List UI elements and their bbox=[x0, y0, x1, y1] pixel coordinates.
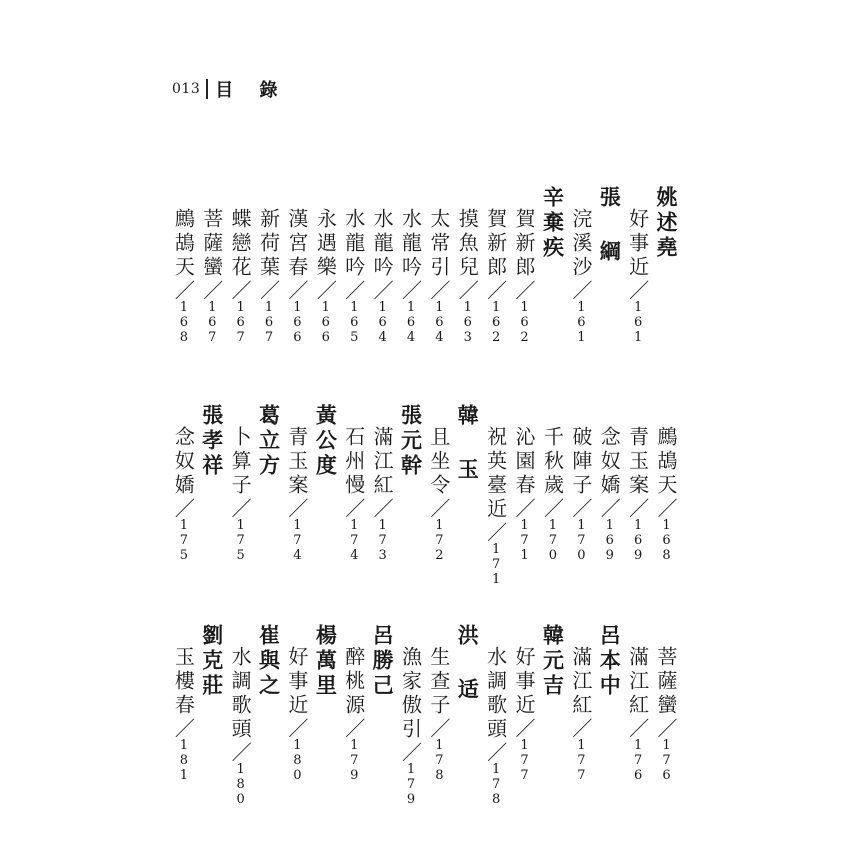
poem-title: 千秋歲 bbox=[540, 426, 565, 498]
toc-block-1 bbox=[168, 186, 680, 345]
poem-title: 太常引 bbox=[426, 208, 451, 280]
page-ref: 177 bbox=[517, 738, 533, 783]
page-ref: 175 bbox=[176, 518, 192, 563]
toc-entry bbox=[623, 404, 651, 587]
toc-entry bbox=[538, 404, 566, 587]
separator: ／ bbox=[370, 280, 395, 300]
separator: ／ bbox=[540, 498, 565, 518]
toc-entry bbox=[595, 404, 623, 587]
author-name: 姚述堯 bbox=[654, 186, 679, 261]
poem-title: 水龍吟 bbox=[341, 208, 366, 280]
poem-title: 破陣子 bbox=[568, 426, 593, 498]
author-name: 張 綱 bbox=[597, 186, 623, 265]
toc-entry bbox=[283, 404, 311, 587]
page-ref: 167 bbox=[233, 300, 249, 345]
separator: ／ bbox=[228, 742, 253, 762]
toc-entry bbox=[510, 186, 538, 345]
page-ref: 171 bbox=[488, 542, 504, 587]
author-name: 劉克莊 bbox=[199, 624, 225, 699]
author-name: 楊萬里 bbox=[313, 624, 339, 699]
toc-author bbox=[311, 624, 339, 807]
page-ref: 180 bbox=[289, 738, 305, 783]
poem-title: 卜算子 bbox=[228, 426, 253, 498]
poem-title: 蝶戀花 bbox=[228, 208, 253, 280]
toc-entry bbox=[481, 404, 509, 587]
author-name: 黃公度 bbox=[313, 404, 339, 479]
author-name: 洪 适 bbox=[455, 624, 481, 703]
toc-entry bbox=[510, 404, 538, 587]
toc-entry bbox=[652, 404, 680, 587]
separator: ／ bbox=[654, 498, 678, 518]
poem-title: 菩薩蠻 bbox=[199, 208, 224, 280]
toc-author bbox=[254, 404, 282, 587]
toc-entry bbox=[339, 186, 367, 345]
toc-entry bbox=[481, 186, 509, 345]
separator: ／ bbox=[625, 718, 650, 738]
page-ref: 168 bbox=[176, 300, 192, 345]
toc-entry bbox=[453, 186, 481, 345]
page-ref: 164 bbox=[375, 300, 391, 345]
separator: ／ bbox=[654, 718, 678, 738]
page-ref: 165 bbox=[346, 300, 362, 345]
separator: ／ bbox=[341, 498, 366, 518]
header-divider bbox=[206, 79, 208, 99]
page-ref: 167 bbox=[204, 300, 220, 345]
separator: ／ bbox=[398, 742, 423, 762]
page-ref: 164 bbox=[403, 300, 419, 345]
toc-entry bbox=[169, 624, 197, 807]
toc-entry bbox=[396, 624, 424, 807]
toc-author bbox=[538, 624, 566, 807]
toc-entry bbox=[368, 404, 396, 587]
poem-title: 浣溪沙 bbox=[568, 208, 593, 280]
separator: ／ bbox=[625, 498, 650, 518]
separator: ／ bbox=[370, 498, 395, 518]
author-name: 韓元吉 bbox=[540, 624, 566, 699]
author-name: 辛棄疾 bbox=[540, 186, 566, 261]
page-ref: 179 bbox=[346, 738, 362, 783]
page-ref: 174 bbox=[346, 518, 362, 563]
poem-title: 水調歌頭 bbox=[483, 646, 508, 742]
separator: ／ bbox=[625, 280, 650, 300]
poem-title: 祝英臺近 bbox=[483, 426, 508, 522]
toc-entry bbox=[566, 404, 594, 587]
page-ref: 178 bbox=[488, 762, 504, 807]
page-ref: 172 bbox=[431, 518, 447, 563]
separator: ／ bbox=[313, 280, 338, 300]
page-title: 目 錄 bbox=[215, 80, 288, 101]
separator: ／ bbox=[426, 718, 451, 738]
page-ref: 161 bbox=[573, 300, 589, 345]
page-ref: 169 bbox=[602, 518, 618, 563]
poem-title: 沁園春 bbox=[512, 426, 537, 498]
toc-block-3 bbox=[168, 624, 680, 807]
poem-title: 水龍吟 bbox=[370, 208, 395, 280]
poem-title: 滿江紅 bbox=[625, 646, 650, 718]
page-ref: 170 bbox=[545, 518, 561, 563]
page-ref: 176 bbox=[630, 738, 646, 783]
separator: ／ bbox=[483, 280, 508, 300]
page-ref: 166 bbox=[289, 300, 305, 345]
separator: ／ bbox=[568, 280, 593, 300]
toc-entry bbox=[254, 186, 282, 345]
page-ref: 177 bbox=[573, 738, 589, 783]
author-name: 韓 玉 bbox=[455, 404, 481, 483]
toc-entry bbox=[339, 624, 367, 807]
separator: ／ bbox=[512, 718, 537, 738]
toc-entry bbox=[339, 404, 367, 587]
poem-title: 醉桃源 bbox=[341, 646, 366, 718]
toc-author bbox=[453, 404, 481, 587]
toc-author bbox=[197, 624, 225, 807]
toc-entry bbox=[623, 186, 651, 345]
separator: ／ bbox=[341, 718, 366, 738]
poem-title: 生查子 bbox=[426, 646, 451, 718]
toc-entry bbox=[368, 186, 396, 345]
toc-entry bbox=[481, 624, 509, 807]
separator: ／ bbox=[341, 280, 366, 300]
toc-entry bbox=[283, 624, 311, 807]
toc-entry bbox=[510, 624, 538, 807]
page-ref: 176 bbox=[659, 738, 674, 783]
separator: ／ bbox=[512, 280, 537, 300]
page-ref: 181 bbox=[176, 738, 192, 783]
poem-title: 念奴嬌 bbox=[171, 426, 196, 498]
toc-author bbox=[311, 404, 339, 587]
separator: ／ bbox=[512, 498, 537, 518]
separator: ／ bbox=[284, 280, 309, 300]
toc-author bbox=[595, 186, 623, 345]
page-ref: 169 bbox=[630, 518, 646, 563]
separator: ／ bbox=[483, 742, 508, 762]
poem-title: 且坐令 bbox=[426, 426, 451, 498]
author-name: 張元幹 bbox=[398, 404, 424, 479]
poem-title: 玉樓春 bbox=[171, 646, 196, 718]
toc-entry bbox=[566, 624, 594, 807]
poem-title: 賀新郎 bbox=[512, 208, 537, 280]
toc-entry bbox=[169, 404, 197, 587]
poem-title: 菩薩蠻 bbox=[654, 646, 678, 718]
toc-entry bbox=[226, 186, 254, 345]
page-ref: 167 bbox=[261, 300, 277, 345]
toc-author bbox=[453, 624, 481, 807]
poem-title: 石州慢 bbox=[341, 426, 366, 498]
separator: ／ bbox=[426, 280, 451, 300]
page-ref: 166 bbox=[318, 300, 334, 345]
poem-title: 好事近 bbox=[512, 646, 537, 718]
separator: ／ bbox=[483, 522, 508, 542]
page-ref: 179 bbox=[403, 762, 419, 807]
author-name: 呂本中 bbox=[597, 624, 623, 699]
separator: ／ bbox=[171, 498, 196, 518]
page-ref: 174 bbox=[289, 518, 305, 563]
page-ref: 162 bbox=[517, 300, 533, 345]
toc-entry bbox=[424, 186, 452, 345]
poem-title: 滿江紅 bbox=[370, 426, 395, 498]
poem-title: 好事近 bbox=[284, 646, 309, 718]
page-ref: 175 bbox=[233, 518, 249, 563]
poem-title: 鷓鴣天 bbox=[171, 208, 196, 280]
poem-title: 漁家傲引 bbox=[398, 646, 423, 742]
page-ref: 180 bbox=[233, 762, 249, 807]
author-name: 呂勝己 bbox=[370, 624, 396, 699]
toc-entry bbox=[424, 624, 452, 807]
separator: ／ bbox=[256, 280, 281, 300]
page-ref: 171 bbox=[517, 518, 533, 563]
separator: ／ bbox=[284, 718, 309, 738]
toc-entry bbox=[226, 404, 254, 587]
toc-block-2 bbox=[168, 404, 680, 587]
poem-title: 水龍吟 bbox=[398, 208, 423, 280]
toc-entry bbox=[283, 186, 311, 345]
poem-title: 青玉案 bbox=[625, 426, 650, 498]
toc-entry bbox=[311, 186, 339, 345]
toc-entry bbox=[226, 624, 254, 807]
separator: ／ bbox=[455, 280, 480, 300]
toc-author bbox=[538, 186, 566, 345]
separator: ／ bbox=[597, 498, 622, 518]
toc-author bbox=[254, 624, 282, 807]
toc-author bbox=[595, 624, 623, 807]
page-number: 013 bbox=[172, 81, 201, 97]
poem-title: 滿江紅 bbox=[568, 646, 593, 718]
page-ref: 168 bbox=[659, 518, 674, 563]
poem-title: 水調歌頭 bbox=[228, 646, 253, 742]
toc-entry bbox=[197, 186, 225, 345]
page-ref: 161 bbox=[630, 300, 646, 345]
toc-entry bbox=[566, 186, 594, 345]
page-ref: 178 bbox=[431, 738, 447, 783]
separator: ／ bbox=[284, 498, 309, 518]
poem-title: 永遇樂 bbox=[313, 208, 338, 280]
poem-title: 新荷葉 bbox=[256, 208, 281, 280]
poem-title: 賀新郎 bbox=[483, 208, 508, 280]
separator: ／ bbox=[171, 718, 196, 738]
poem-title: 好事近 bbox=[625, 208, 650, 280]
author-name: 張孝祥 bbox=[199, 404, 225, 479]
toc-author bbox=[197, 404, 225, 587]
page-ref: 162 bbox=[488, 300, 504, 345]
author-name: 葛立方 bbox=[256, 404, 282, 479]
poem-title: 摸魚兒 bbox=[455, 208, 480, 280]
separator: ／ bbox=[568, 718, 593, 738]
separator: ／ bbox=[171, 280, 196, 300]
poem-title: 青玉案 bbox=[284, 426, 309, 498]
separator: ／ bbox=[228, 280, 253, 300]
toc-entry bbox=[623, 624, 651, 807]
poem-title: 漢宮春 bbox=[284, 208, 309, 280]
page-ref: 170 bbox=[573, 518, 589, 563]
poem-title: 念奴嬌 bbox=[597, 426, 622, 498]
separator: ／ bbox=[199, 280, 224, 300]
toc-author bbox=[368, 624, 396, 807]
toc-entry bbox=[169, 186, 197, 345]
page-ref: 164 bbox=[431, 300, 447, 345]
toc-entry bbox=[424, 404, 452, 587]
author-name: 崔與之 bbox=[256, 624, 282, 699]
toc-author bbox=[396, 404, 424, 587]
page-ref: 163 bbox=[460, 300, 476, 345]
separator: ／ bbox=[426, 498, 451, 518]
toc-entry bbox=[652, 624, 680, 807]
page-header bbox=[172, 76, 288, 102]
toc-author bbox=[652, 186, 680, 345]
separator: ／ bbox=[568, 498, 593, 518]
toc-entry bbox=[396, 186, 424, 345]
page-ref: 173 bbox=[375, 518, 391, 563]
poem-title: 鷓鴣天 bbox=[654, 426, 678, 498]
separator: ／ bbox=[228, 498, 253, 518]
separator: ／ bbox=[398, 280, 423, 300]
